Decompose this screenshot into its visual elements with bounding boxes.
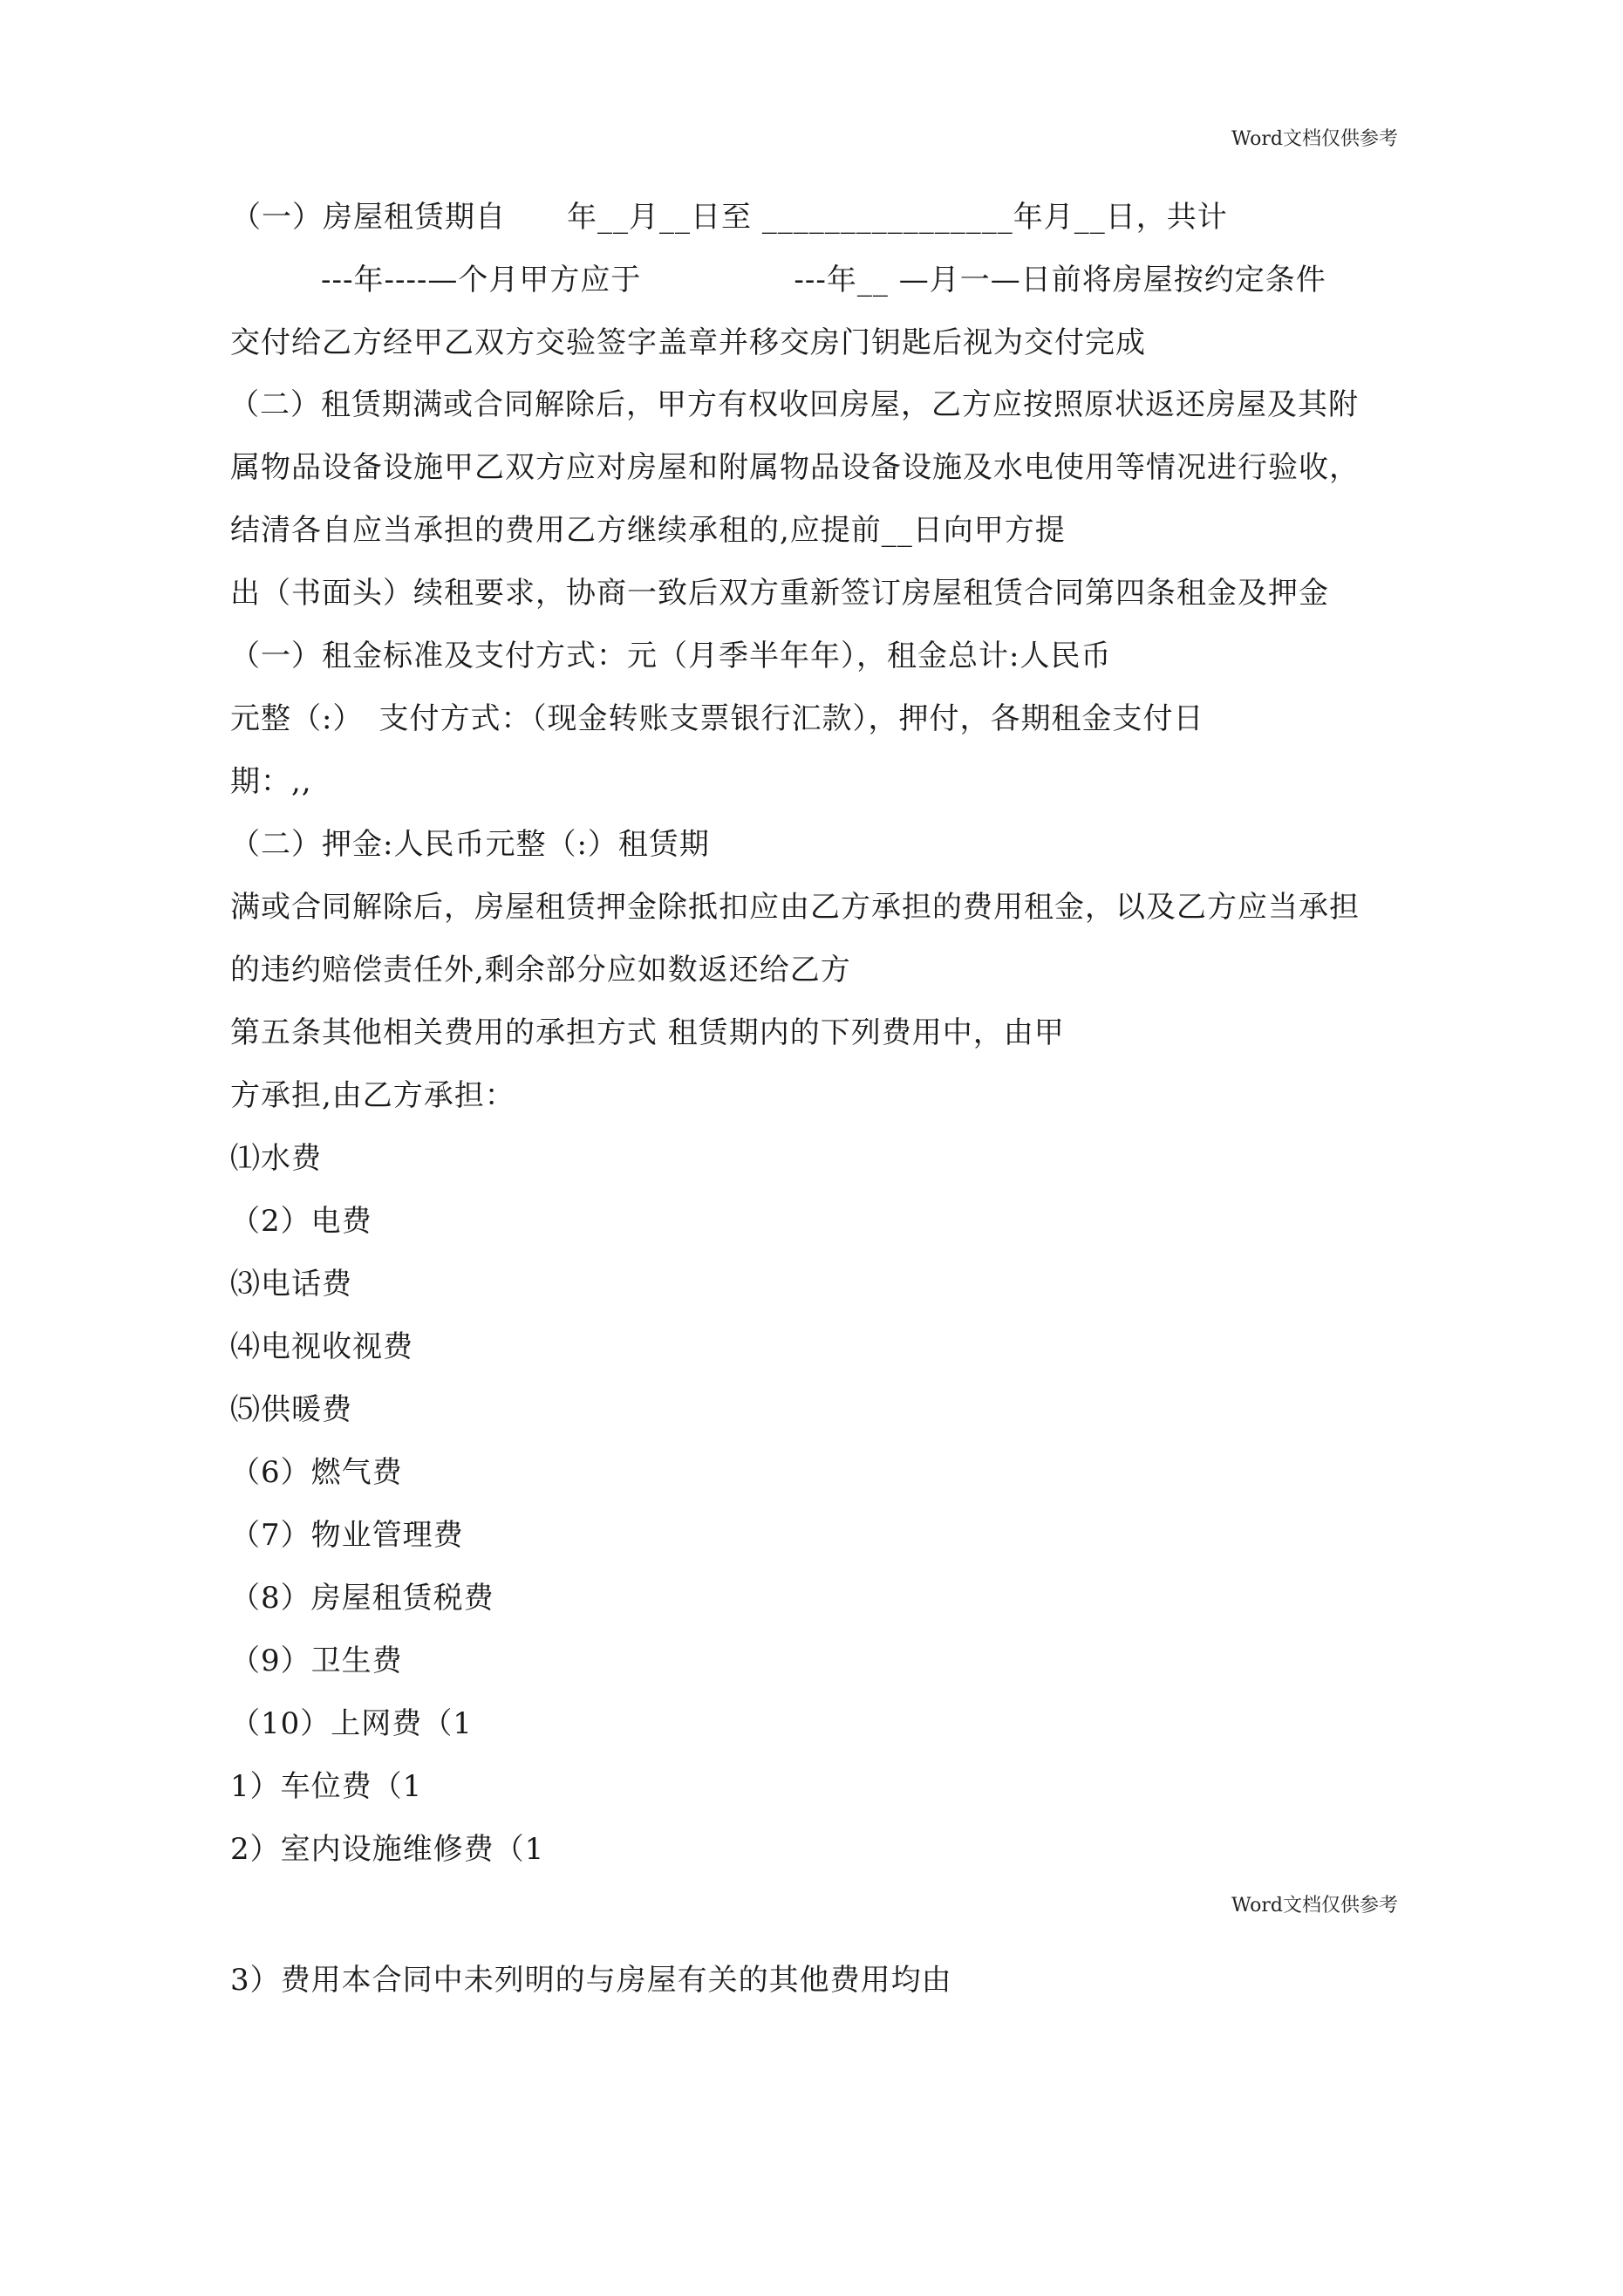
text-line: 2）室内设施维修费（1: [230, 1832, 545, 1867]
text-line: ---年----—个月甲方应于 ---年__ —月一—日前将房屋按约定条件: [321, 263, 1326, 297]
text-line: （二）押金:人民币元整（:）租赁期: [230, 827, 710, 862]
text-line: 的违约赔偿责任外,剩余部分应如数返还给乙方: [230, 953, 851, 987]
text-line: 方承担,由乙方承担：: [230, 1078, 515, 1113]
text-line: ⑶电话费: [230, 1267, 352, 1302]
text-line: ⑴水费: [230, 1141, 322, 1176]
page-header: Word文档仅供参考: [1231, 128, 1398, 150]
text-line: （一）租金标准及支付方式：元（月季半年年），租金总计:人民币: [230, 639, 1112, 673]
text-line: （9）卫生费: [230, 1643, 403, 1678]
page-header: Word文档仅供参考: [1231, 1895, 1398, 1917]
text-line: 第五条其他相关费用的承担方式 租赁期内的下列费用中，由甲: [230, 1015, 1065, 1050]
text-line: （二）租赁期满或合同解除后，甲方有权收回房屋，乙方应按照原状返还房屋及其附: [229, 387, 1359, 422]
text-line: （8）房屋租赁税费: [230, 1581, 494, 1616]
text-line: ⑷电视收视费: [230, 1329, 413, 1364]
text-line: （10）上网费（1: [230, 1706, 473, 1741]
text-line: 出（书面头）续租要求，协商一致后双方重新签订房屋租赁合同第四条租金及押金: [230, 576, 1329, 611]
text-line: ⑸供暖费: [230, 1392, 352, 1427]
text-line: （一）房屋租赁期自 年__月__日至 ________________年月__日，共计: [231, 200, 1228, 235]
text-line: 属物品设备设施甲乙双方应对房屋和附属物品设备设施及水电使用等情况进行验收，: [230, 450, 1360, 485]
text-line: 结清各自应当承担的费用乙方继续承租的,应提前__日向甲方提: [230, 513, 1066, 548]
text-line: 交付给乙方经甲乙双方交验签字盖章并移交房门钥匙后视为交付完成: [230, 325, 1146, 360]
text-line: （2）电费: [230, 1204, 372, 1239]
text-line: （7）物业管理费: [230, 1518, 464, 1553]
text-line: 满或合同解除后，房屋租赁押金除抵扣应由乙方承担的费用租金，以及乙方应当承担: [230, 890, 1360, 925]
text-line: 3）费用本合同中未列明的与房屋有关的其他费用均由: [230, 1963, 952, 1998]
text-line: 元整（:） 支付方式：（现金转账支票银行汇款），押付，各期租金支付日: [230, 701, 1204, 736]
text-line: 1）车位费（1: [230, 1769, 423, 1804]
text-line: 期：,,: [230, 764, 312, 799]
text-line: （6）燃气费: [230, 1455, 403, 1490]
